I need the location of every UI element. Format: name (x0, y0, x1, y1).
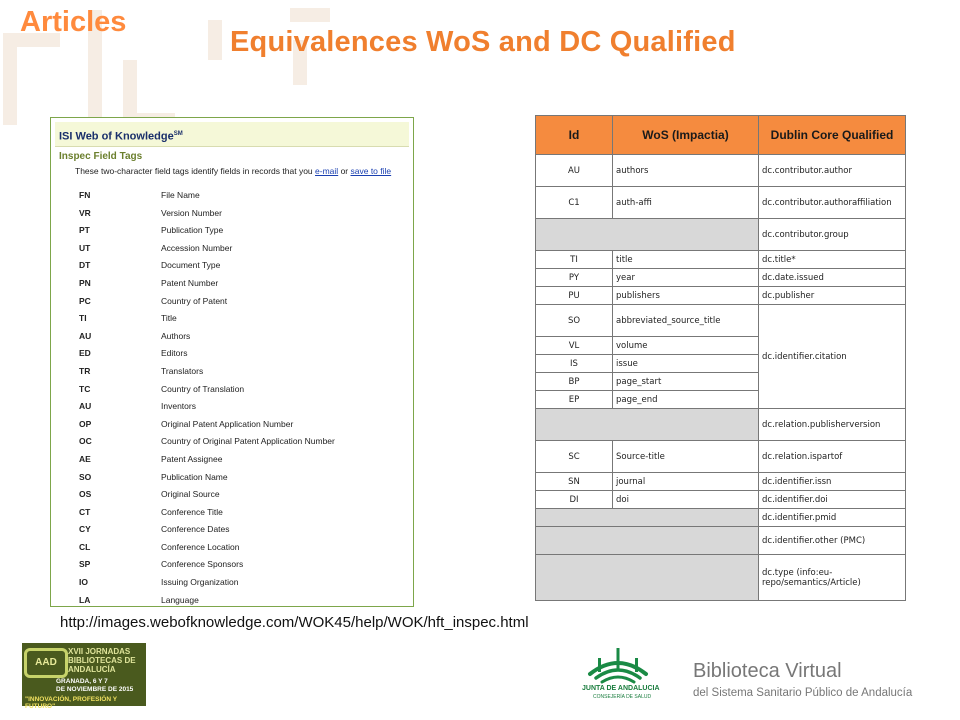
field-tag-name: Issuing Organization (161, 577, 239, 588)
event-logo-text (68, 647, 136, 674)
field-tag-row (51, 401, 413, 419)
biblioteca-virtual-subtitle: del Sistema Sanitario Público de Andalucía (693, 687, 913, 699)
cell-dc: dc.title* (759, 251, 906, 269)
table-row (536, 305, 906, 337)
field-tag-code: TI (79, 313, 87, 324)
cell-id: PU (536, 287, 613, 305)
equivalence-table (535, 115, 906, 601)
field-tag-name: Accession Number (161, 242, 233, 253)
table-row (536, 527, 906, 555)
field-tag-row (51, 472, 413, 490)
junta-department: CONSEJERÍA DE SALUD (593, 694, 652, 700)
header-id: Id (536, 116, 613, 155)
field-tag-name: Publication Name (161, 471, 228, 482)
field-tag-row (51, 507, 413, 525)
field-tag-code: OS (79, 489, 92, 500)
save-to-file-link[interactable]: save to file (350, 166, 392, 176)
cell-dc: dc.identifier.pmid (759, 509, 906, 527)
field-tag-code: TR (79, 365, 91, 376)
cell-id: VL (536, 337, 613, 355)
cell-id: TI (536, 251, 613, 269)
cell-dc: dc.relation.ispartof (759, 441, 906, 473)
event-logo-motto: "INNOVACIÓN, PROFESIÓN Y FUTURO" (25, 696, 117, 710)
empty-cell (536, 555, 759, 601)
field-tag-row (51, 542, 413, 560)
empty-cell (536, 409, 759, 441)
field-tag-code: PC (79, 295, 91, 306)
event-logo-dates: GRANADA, 6 Y 7 (56, 678, 108, 685)
field-tag-name: Conference Title (161, 506, 223, 517)
field-tag-name: Conference Sponsors (161, 559, 244, 570)
cell-dc: dc.contributor.author (759, 155, 906, 187)
field-tag-code: LA (79, 594, 91, 605)
field-tag-name: Document Type (161, 260, 221, 271)
field-tag-code: SO (79, 471, 92, 482)
table-row (536, 409, 906, 441)
junta-name: JUNTA DE ANDALUCIA (582, 685, 660, 692)
wos-header (55, 122, 409, 147)
field-tag-row (51, 190, 413, 208)
field-tag-row (51, 436, 413, 454)
cell-wos: year (613, 269, 759, 287)
cell-id: EP (536, 391, 613, 409)
field-tag-row (51, 524, 413, 542)
field-tag-row (51, 384, 413, 402)
field-tag-row (51, 577, 413, 595)
cell-id: AU (536, 155, 613, 187)
field-tag-row (51, 348, 413, 366)
table-row (536, 287, 906, 305)
wos-subheading: Inspec Field Tags (59, 151, 143, 162)
field-tag-row (51, 296, 413, 314)
field-tag-code: DT (79, 260, 91, 271)
field-tag-row (51, 595, 413, 613)
field-tag-code: CL (79, 541, 91, 552)
cell-id: SO (536, 305, 613, 337)
field-tag-row (51, 366, 413, 384)
field-tag-code: UT (79, 242, 91, 253)
table-row (536, 491, 906, 509)
field-tag-code: AE (79, 453, 91, 464)
event-logo-month: DE NOVIEMBRE DE 2015 (56, 686, 134, 693)
wos-description-or: or (340, 166, 349, 176)
field-tag-code: OC (79, 436, 92, 447)
field-tag-row (51, 454, 413, 472)
field-tag-code: TC (79, 383, 91, 394)
cell-wos: doi (613, 491, 759, 509)
field-tag-name: Publication Type (161, 225, 224, 236)
cell-dc: dc.contributor.group (759, 219, 906, 251)
field-tag-name: Authors (161, 330, 191, 341)
cell-wos: page_end (613, 391, 759, 409)
table-row (536, 473, 906, 491)
cell-wos: authors (613, 155, 759, 187)
field-tag-name: Version Number (161, 207, 222, 218)
slide-title: Equivalences WoS and DC Qualified (230, 26, 736, 58)
field-tag-name: Country of Patent (161, 295, 228, 306)
field-tag-name: Conference Dates (161, 524, 230, 535)
cell-dc: dc.identifier.issn (759, 473, 906, 491)
field-tag-name: Country of Original Patent Application Number (161, 436, 335, 447)
wos-field-tags-screenshot (50, 117, 414, 607)
cell-id: IS (536, 355, 613, 373)
cell-wos: issue (613, 355, 759, 373)
table-row (536, 555, 906, 601)
table-row (536, 251, 906, 269)
field-tag-name: Language (161, 594, 199, 605)
field-tag-name: File Name (161, 190, 200, 200)
cell-id: SN (536, 473, 613, 491)
cell-id: PY (536, 269, 613, 287)
field-tag-name: Conference Location (161, 541, 240, 552)
wos-description-text: These two-character field tags identify fields in records that you (75, 166, 313, 176)
field-tag-row (51, 331, 413, 349)
source-url[interactable]: http://images.webofknowledge.com/WOK45/help/WOK/hft_inspec.html (60, 614, 529, 631)
field-tag-row (51, 278, 413, 296)
cell-dc: dc.identifier.other (PMC) (759, 527, 906, 555)
field-tag-name: Patent Assignee (161, 453, 223, 464)
cell-id: BP (536, 373, 613, 391)
table-header-row (536, 116, 906, 155)
field-tag-code: AU (79, 401, 92, 412)
table-row (536, 187, 906, 219)
cell-dc: dc.relation.publisherversion (759, 409, 906, 441)
table-row (536, 509, 906, 527)
cell-dc: dc.identifier.citation (759, 305, 906, 409)
event-logo (22, 643, 146, 710)
empty-cell (536, 509, 759, 527)
field-tag-code: PN (79, 277, 91, 288)
field-tag-row (51, 559, 413, 577)
event-logo-line3: ANDALUCÍA (68, 665, 116, 674)
cell-id: DI (536, 491, 613, 509)
field-tag-row (51, 489, 413, 507)
cell-wos: page_start (613, 373, 759, 391)
cell-wos: auth-affi (613, 187, 759, 219)
section-label: Articles (20, 6, 127, 38)
field-tag-row (51, 260, 413, 278)
header-wos: WoS (Impactia) (613, 116, 759, 155)
empty-cell (536, 527, 759, 555)
field-tag-row (51, 225, 413, 243)
wos-header-text: ISI Web of Knowledge (59, 130, 174, 143)
table-row (536, 155, 906, 187)
field-tag-code: CY (79, 524, 91, 535)
cell-wos: publishers (613, 287, 759, 305)
cell-id: SC (536, 441, 613, 473)
field-tag-code: FN (79, 190, 91, 200)
cell-dc: dc.contributor.authoraffiliation (759, 187, 906, 219)
field-tag-row (51, 419, 413, 437)
cell-wos: abbreviated_source_title (613, 305, 759, 337)
cell-wos: Source-title (613, 441, 759, 473)
table-row (536, 269, 906, 287)
field-tag-row (51, 208, 413, 226)
empty-cell (536, 219, 759, 251)
table-row (536, 441, 906, 473)
field-tag-name: Translators (161, 365, 204, 376)
field-tag-row (51, 243, 413, 261)
field-tag-code: VR (79, 207, 91, 218)
wos-header-mark: SM (173, 131, 183, 137)
cell-wos: volume (613, 337, 759, 355)
cell-wos: title (613, 251, 759, 269)
field-tag-code: SP (79, 559, 91, 570)
event-logo-line2: BIBLIOTECAS DE (68, 656, 136, 665)
biblioteca-virtual-title: Biblioteca Virtual (693, 660, 842, 682)
field-tag-row (51, 313, 413, 331)
wos-description (75, 166, 413, 176)
field-tag-code: ED (79, 348, 91, 359)
field-tag-code: AU (79, 330, 92, 341)
wos-field-list (51, 190, 413, 612)
field-tag-name: Original Source (161, 489, 220, 500)
cell-dc: dc.identifier.doi (759, 491, 906, 509)
field-tag-code: PT (79, 225, 90, 236)
field-tag-code: CT (79, 506, 91, 517)
field-tag-name: Inventors (161, 401, 196, 412)
event-logo-line1: XVII JORNADAS (68, 647, 131, 656)
table-row (536, 219, 906, 251)
email-link[interactable]: e-mail (315, 166, 339, 176)
cell-dc: dc.date.issued (759, 269, 906, 287)
cell-id: C1 (536, 187, 613, 219)
cell-wos: journal (613, 473, 759, 491)
cell-dc: dc.publisher (759, 287, 906, 305)
event-logo-mark: AAD (24, 648, 68, 678)
field-tag-name: Country of Translation (161, 383, 245, 394)
field-tag-name: Editors (161, 348, 188, 359)
header-dc: Dublin Core Qualified (759, 116, 906, 155)
field-tag-code: IO (79, 577, 88, 588)
cell-dc: dc.type (info:eu-repo/semantics/Article) (759, 555, 906, 601)
field-tag-name: Original Patent Application Number (161, 418, 294, 429)
field-tag-name: Patent Number (161, 277, 219, 288)
field-tag-code: OP (79, 418, 92, 429)
field-tag-name: Title (161, 313, 177, 324)
